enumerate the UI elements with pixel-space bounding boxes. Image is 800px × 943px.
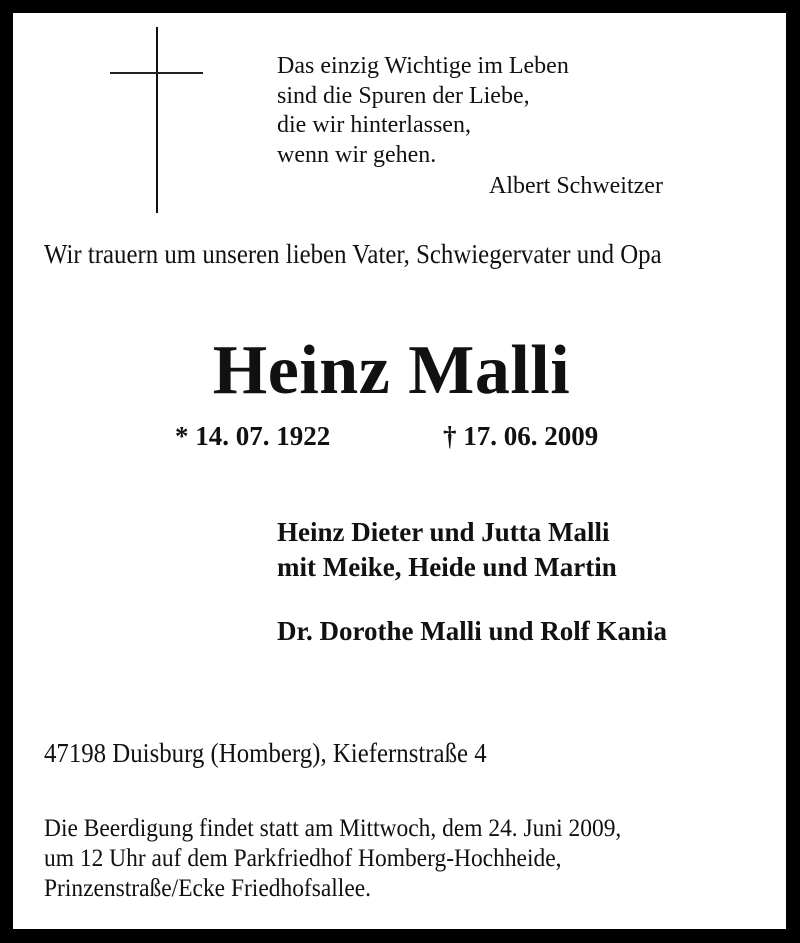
quote-line: wenn wir gehen. (277, 141, 437, 168)
mourner-group (277, 614, 667, 649)
mourner-line: mit Meike, Heide und Martin (277, 552, 617, 582)
quote-author: Albert Schweitzer (489, 173, 663, 199)
funeral-line: um 12 Uhr auf dem Parkfriedhof Homberg-Hochheide, (44, 843, 562, 872)
mourning-intro: Wir trauern um unseren lieben Vater, Schwiegervater und Opa (44, 239, 662, 269)
funeral-line: Prinzenstraße/Ecke Friedhofsallee. (44, 873, 372, 902)
quote (277, 52, 569, 170)
cross-horizontal-bar (110, 72, 203, 74)
death-date: † 17. 06. 2009 (443, 421, 599, 451)
cross-vertical-bar (156, 27, 158, 213)
quote-line: die wir hinterlassen, (277, 112, 471, 138)
mourner-line: Dr. Dorothe Malli und Rolf Kania (277, 616, 668, 646)
family-address: 47198 Duisburg (Homberg), Kiefernstraße 4 (44, 738, 487, 768)
birth-date: * 14. 07. 1922 (175, 421, 331, 451)
mourner-line: Heinz Dieter und Jutta Malli (277, 517, 610, 547)
funeral-line: Die Beerdigung findet statt am Mittwoch, dem 24. Juni 2009, (44, 813, 622, 842)
obituary-notice (13, 13, 786, 929)
deceased-name: Heinz Malli (212, 332, 571, 409)
quote-line: sind die Spuren der Liebe, (277, 82, 530, 109)
mourner-group (277, 515, 617, 585)
quote-line: Das einzig Wichtige im Leben (277, 53, 569, 79)
funeral-details (44, 813, 780, 903)
